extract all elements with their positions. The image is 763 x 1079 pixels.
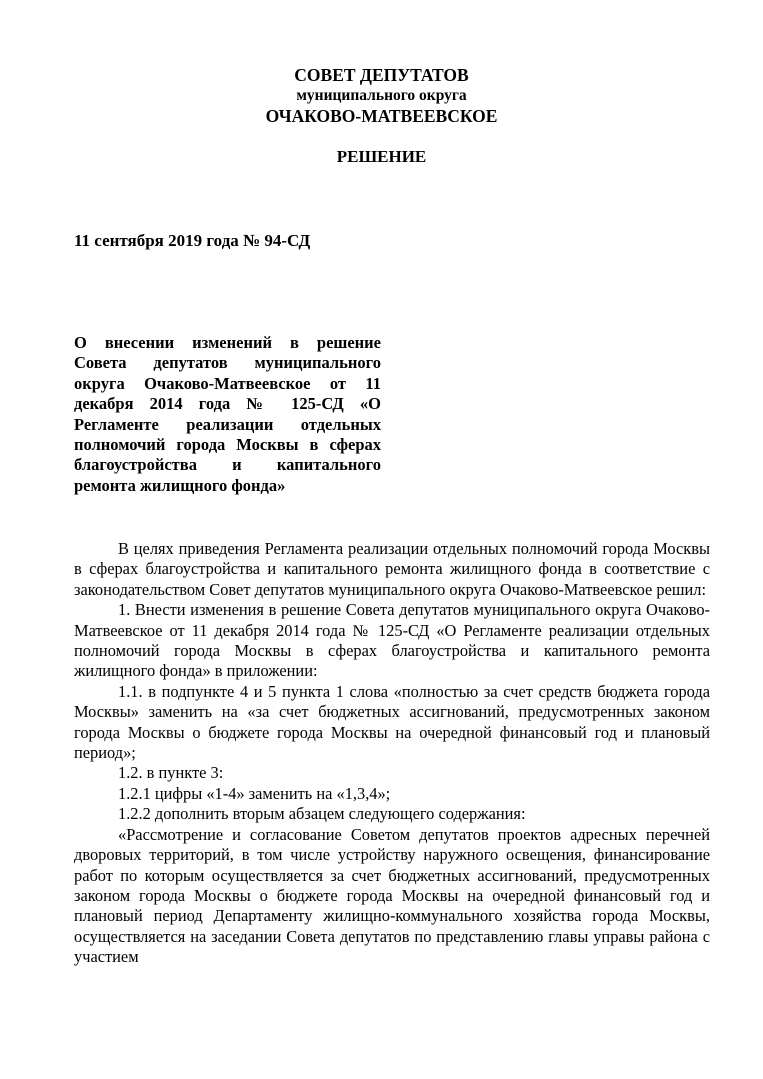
district-name: ОЧАКОВО-МАТВЕЕВСКОЕ (265, 106, 498, 126)
clause-1-2-2: 1.2.2 дополнить вторым абзацем следующего содержания: (118, 804, 526, 824)
clause-1-2: 1.2. в пункте 3: (118, 763, 224, 783)
clause-1-1: 1.1. в подпункте 4 и 5 пункта 1 слова «полностью за счет средств бюджета города Москвы» заменить на «за счет бюджетных ассигнований, предусмотренных законом города Москвы о бюджете города Москвы на очередной финансовый год и плановый период»; (74, 681, 710, 763)
decision-body (74, 539, 710, 968)
quoted-paragraph: «Рассмотрение и согласование Советом депутатов проектов адресных перечней дворовых территорий, в том числе устройству наружного освещения, финансирование работ по которым осуществляется за счет бюджетных ассигнований, предусмотренных законом города Москвы о бюджете города Москвы на очередной финансовый год и плановый период Департаменту жилищно-коммунального хозяйства города Москвы, осуществляется на заседании Совета депутатов по представлению главы управы района с участием (74, 824, 710, 967)
decision-subject: О внесении изменений в решение Совета депутатов муниципального округа Очаково-Матвеевское от 11 декабря 2014 года № 125-СД «О Регламенте реализации отдельных полномочий города Москвы в сферах благоустройства и капитального ремонта жилищного фонда» (74, 333, 381, 495)
preamble-paragraph: В целях приведения Регламента реализации отдельных полномочий города Москвы в сферах благоустройства и капитального ремонта жилищного фонда в соответствие с законодательством Совет депутатов муниципального округа Очаково-Матвеевское решил: (74, 539, 710, 599)
date-and-number: 11 сентября 2019 года № 94-СД (74, 231, 311, 250)
district-type: муниципального округа (296, 87, 467, 104)
clause-1-2-1: 1.2.1 цифры «1-4» заменить на «1,3,4»; (118, 783, 391, 803)
document-type: РЕШЕНИЕ (336, 147, 427, 166)
council-title: СОВЕТ ДЕПУТАТОВ (294, 65, 469, 85)
clause-1: 1. Внести изменения в решение Совета депутатов муниципального округа Очаково-Матвеевское от 11 декабря 2014 года № 125-СД «О Регламенте реализации отдельных полномочий города Москвы в сферах благоустройства и капитального ремонта жилищного фонда» в приложении: (74, 600, 710, 681)
